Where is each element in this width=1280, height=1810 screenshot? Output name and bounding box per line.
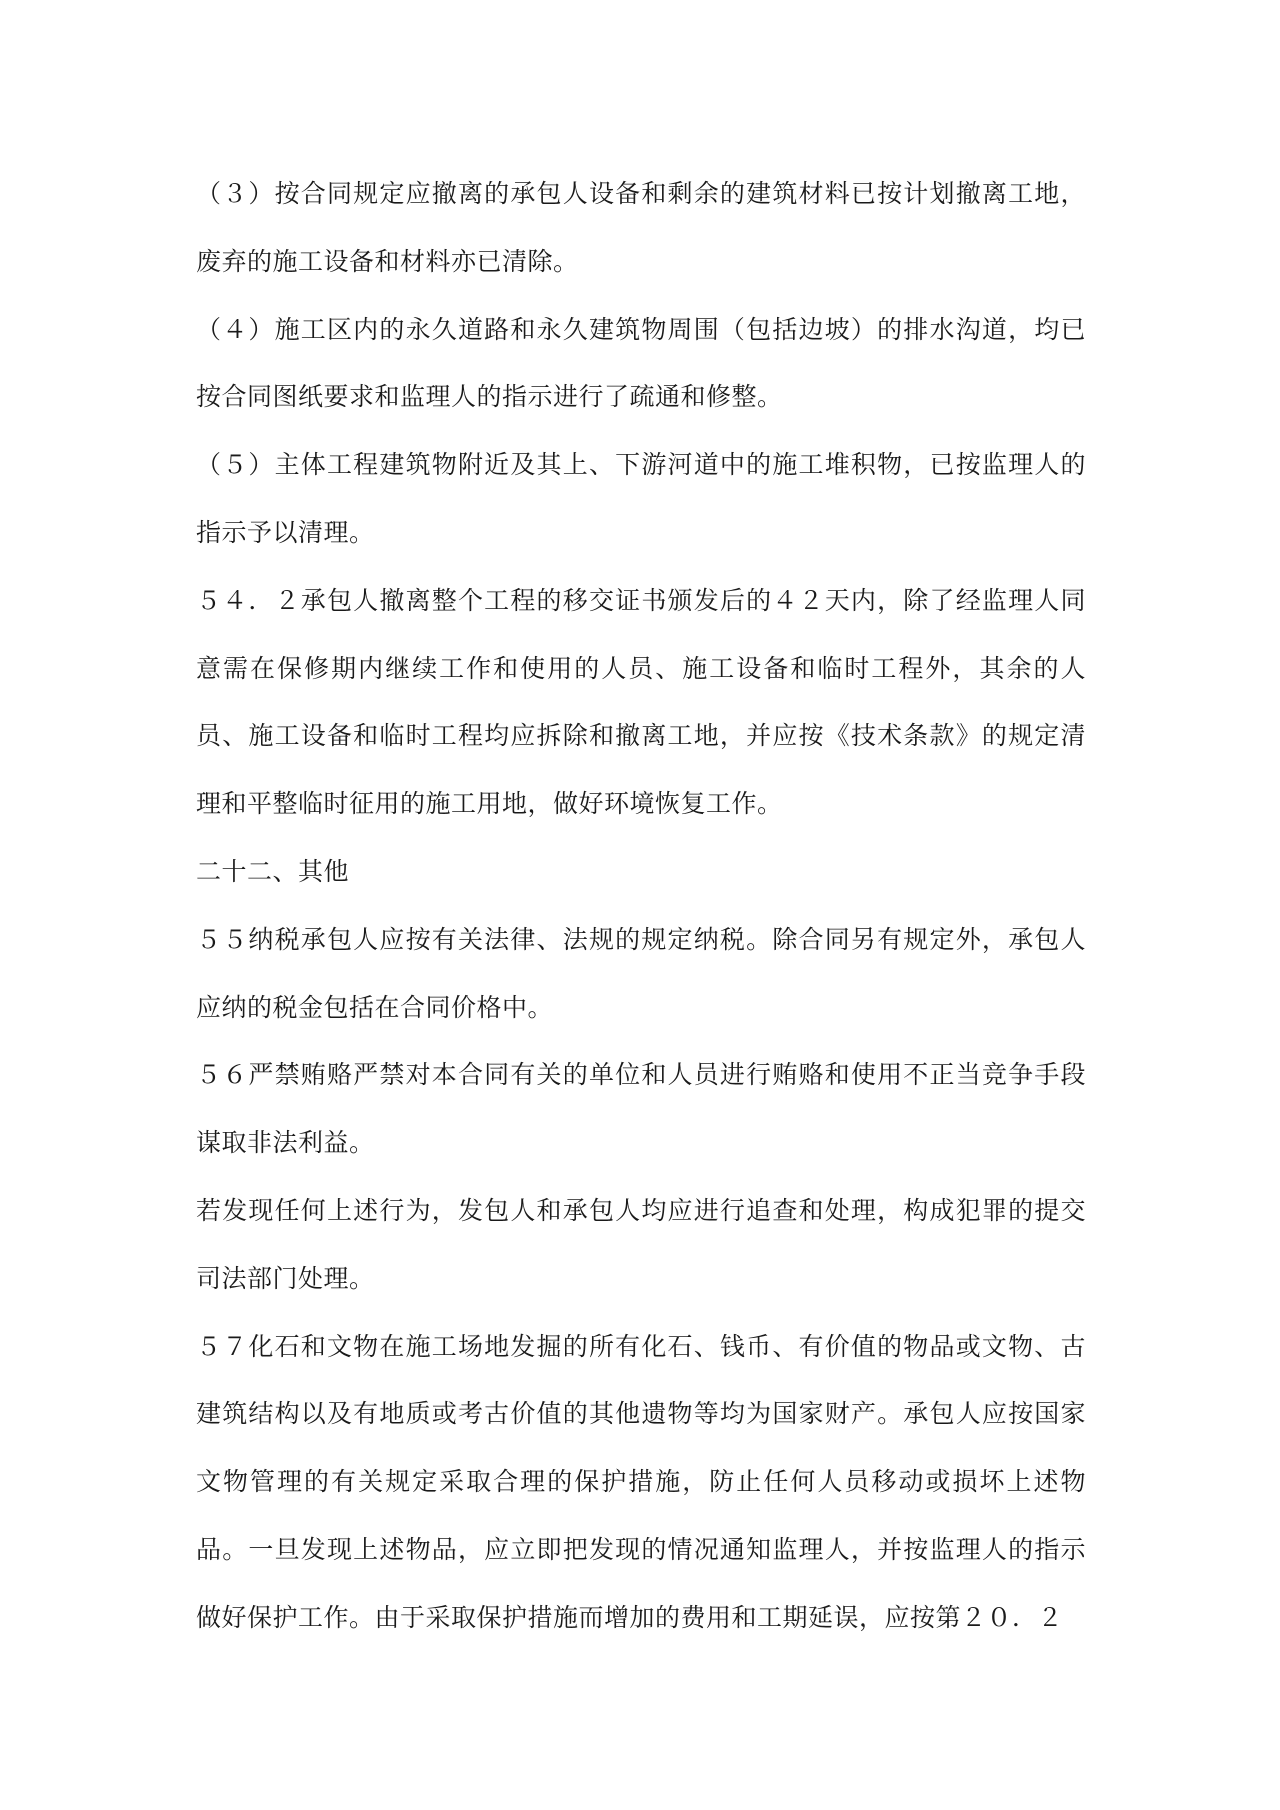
paragraph-clause-56-bribery: ５６严禁贿赂严禁对本合同有关的单位和人员进行贿赂和使用不正当竞争手段谋取非法利益。 <box>196 1060 1086 1158</box>
paragraph-clause-4: （４）施工区内的永久道路和永久建筑物周围（包括边坡）的排水沟道，均已按合同图纸要求和监理人的指示进行了疏通和修整。 <box>196 314 1086 412</box>
paragraph-clause-55-tax: ５５纳税承包人应按有关法律、法规的规定纳税。除合同另有规定外，承包人应纳的税金包括在合同价格中。 <box>196 924 1086 1022</box>
paragraph-clause-54-2: ５４．２承包人撤离整个工程的移交证书颁发后的４２天内，除了经监理人同意需在保修期内继续工作和使用的人员、施工设备和临时工程外，其余的人员、施工设备和临时工程均应拆除和撤离工地，并应按《技术条款》的规定清理和平整临时征用的施工用地，做好环境恢复工作。 <box>196 585 1086 819</box>
section-heading-other: 二十二、其他 <box>196 856 350 886</box>
paragraph-clause-57-relics: ５７化石和文物在施工场地发掘的所有化石、钱币、有价值的物品或文物、古建筑结构以及有地质或考古价值的其他遗物等均为国家财产。承包人应按国家文物管理的有关规定采取合理的保护措施，防止任何人员移动或损坏上述物品。一旦发现上述物品，应立即把发现的情况通知监理人，并按监理人的指示做好保护工作。由于采取保护措施而增加的费用和工期延误，应按第２０．２ <box>196 1331 1086 1632</box>
paragraph-clause-3: （３）按合同规定应撤离的承包人设备和剩余的建筑材料已按计划撤离工地，废弃的施工设备和材料亦已清除。 <box>196 179 1086 276</box>
paragraph-clause-5: （５）主体工程建筑物附近及其上、下游河道中的施工堆积物，已按监理人的指示予以清理。 <box>196 450 1086 547</box>
document-body <box>196 160 1086 1652</box>
paragraph-bribery-handling: 若发现任何上述行为，发包人和承包人均应进行追查和处理，构成犯罪的提交司法部门处理。 <box>196 1195 1086 1293</box>
